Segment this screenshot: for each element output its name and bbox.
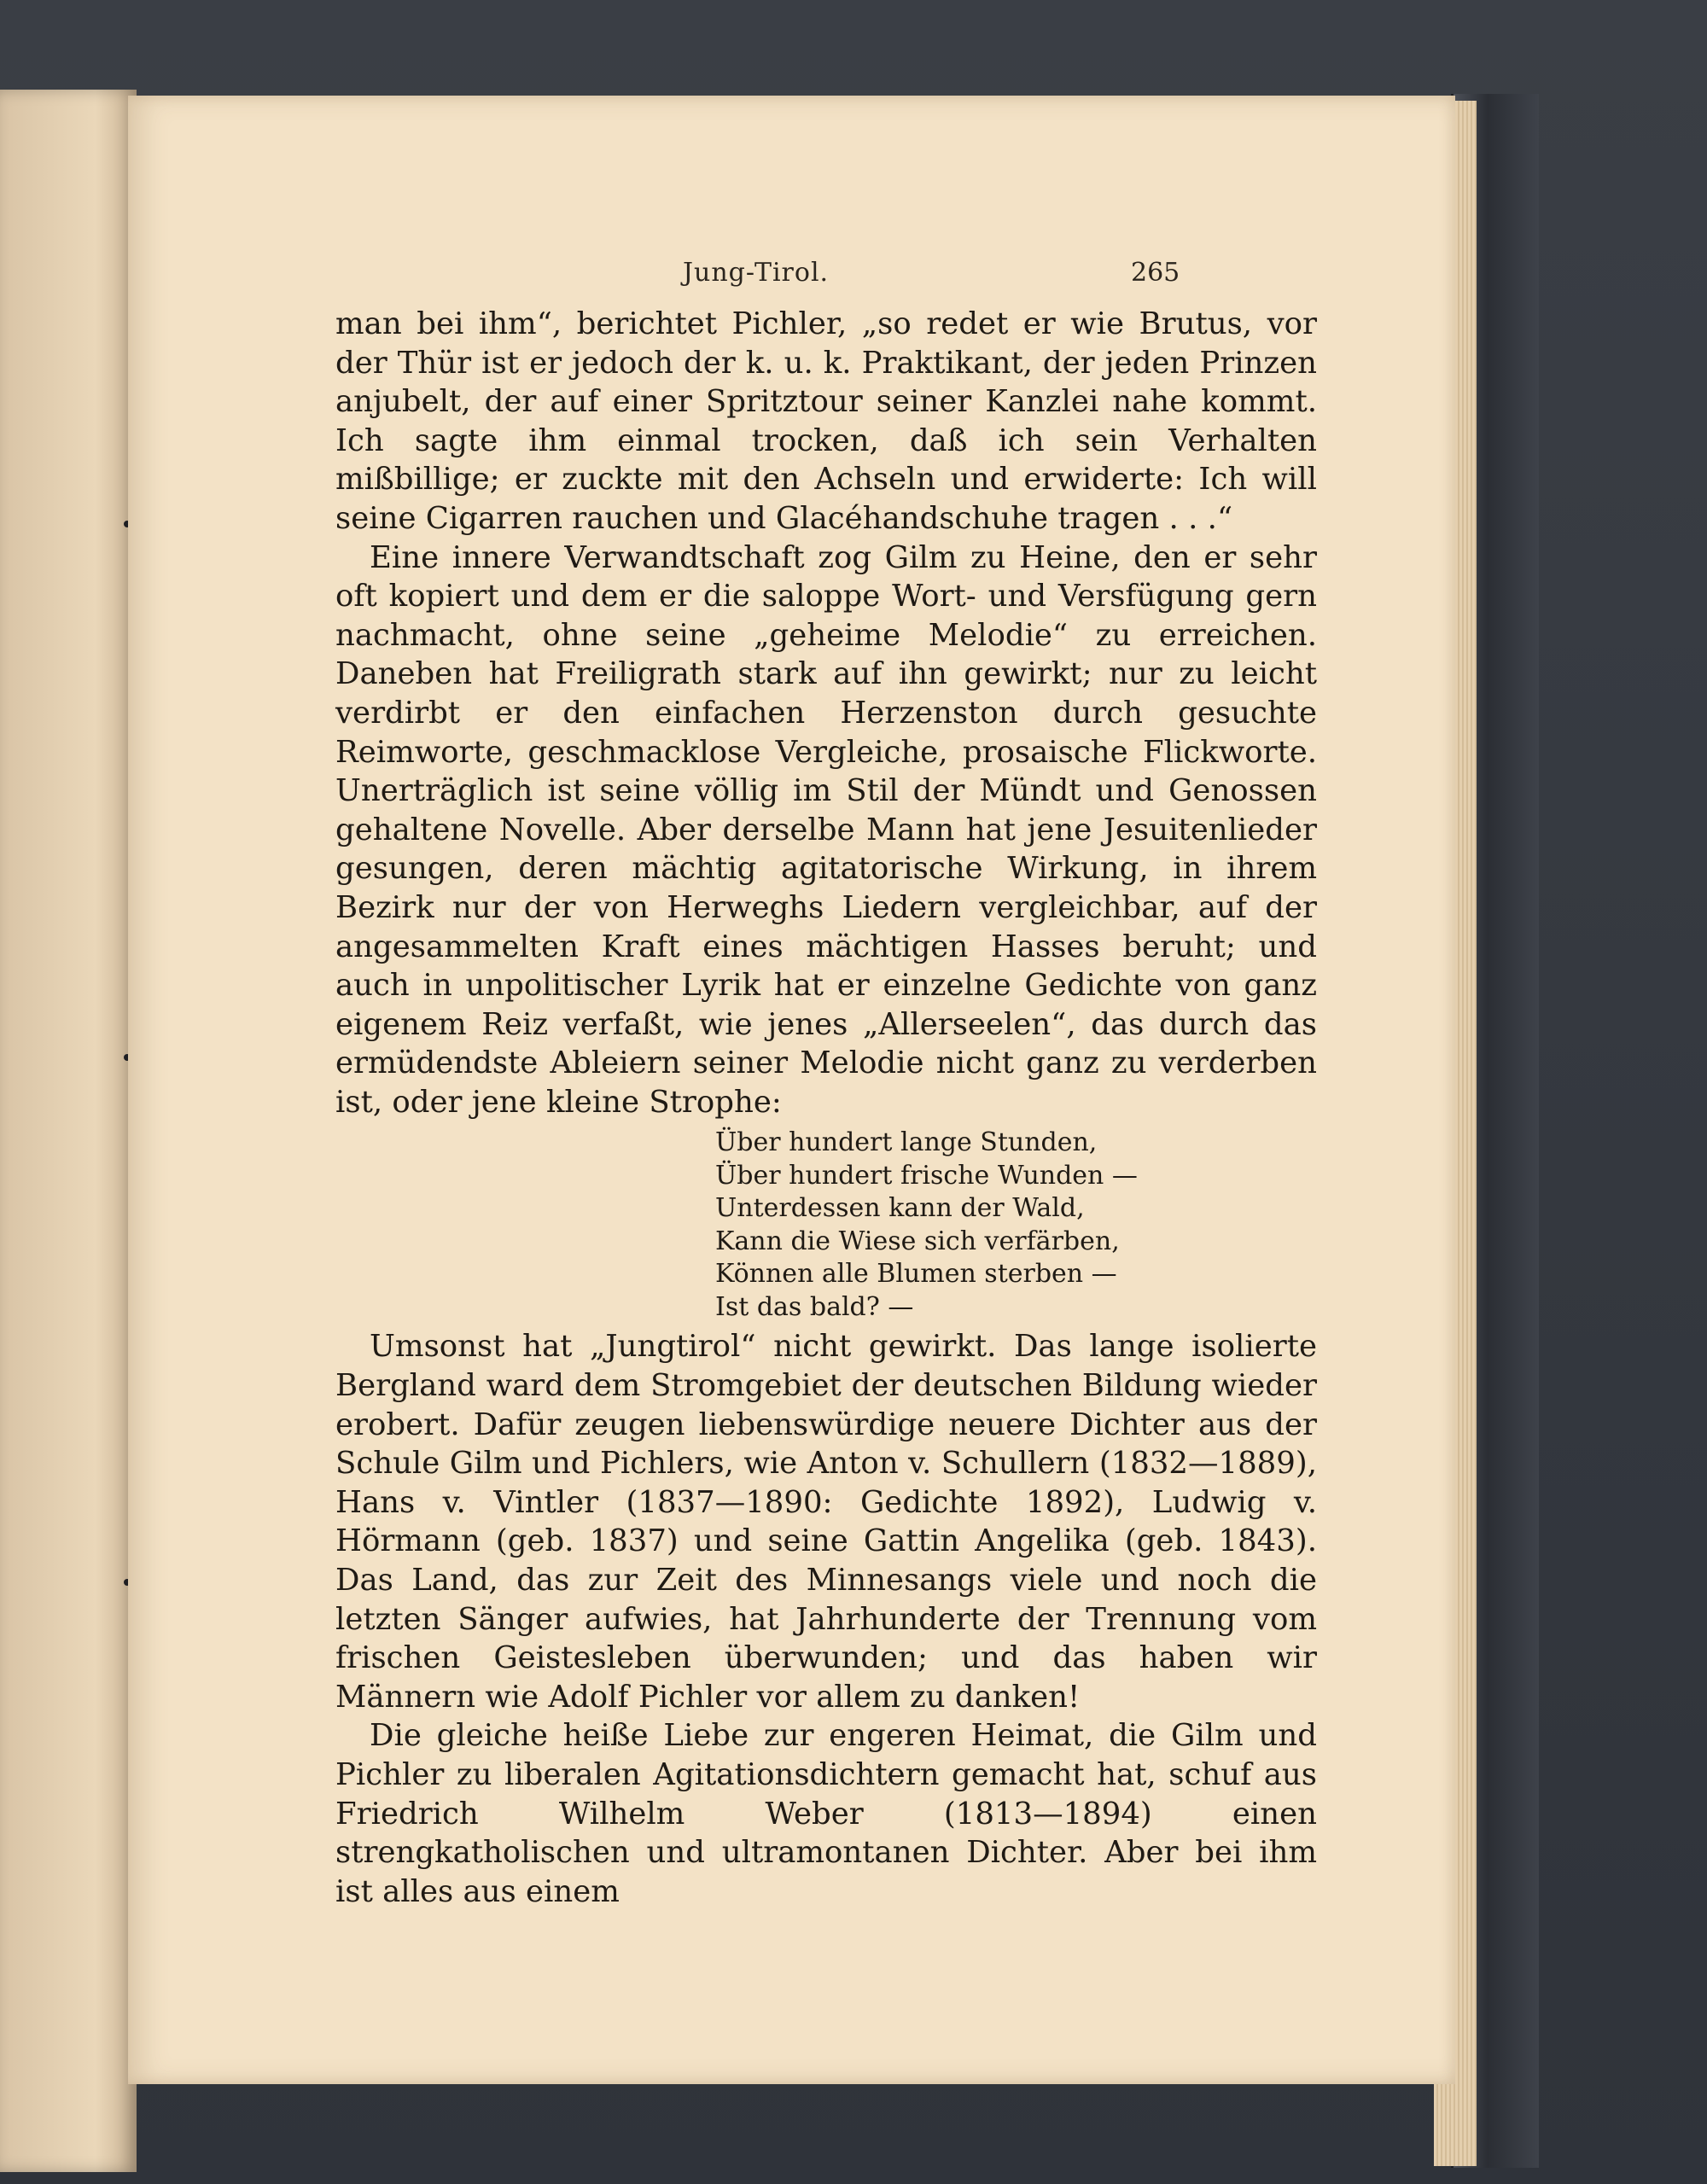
verse-line: Ist das bald? — [715, 1291, 914, 1322]
verse-stanza [715, 1127, 1317, 1324]
verse-line: Können alle Blumen sterben — [715, 1259, 1117, 1290]
left-page-edge [0, 90, 137, 2172]
paragraph-1: man bei ihm“, berichtet Pichler, „so redet er wie Brutus, vor der Thür ist er jedoch der k. u. k. Praktikant, der jeden Prinzen anjubelt, der auf einer Spritztour seiner Kanzlei nahe kommt. Ich sagte ihm einmal trocken, daß ich sein Verhalten mißbillige; er zuckte mit den Achseln und erwiderte: Ich will seine Cigarren rauchen und Glacéhandschuhe tragen . . .“ [335, 306, 1317, 536]
verse-line: Kann die Wiese sich verfärben, [715, 1226, 1120, 1256]
verse-line: Über hundert frische Wunden — [715, 1160, 1138, 1191]
verse-line: Unterdessen kann der Wald, [715, 1193, 1085, 1224]
paragraph-2: Eine innere Verwandtschaft zog Gilm zu Heine, den er sehr oft kopiert und dem er die saloppe Wort- und Versfügung gern nachmacht, ohne seine „geheime Melodie“ zu erreichen. Daneben hat Freiligrath stark auf ihn gewirkt; nur zu leicht verdirbt er den einfachen Herzenston durch gesuchte Reimworte, geschmacklose Vergleiche, prosaische Flickworte. Unerträglich ist seine völlig im Stil der Mündt und Genossen gehaltene Novelle. Aber derselbe Mann hat jene Jesuitenlieder gesungen, deren mächtig agitatorische Wirkung, in ihrem Bezirk nur der von Herweghs Liedern vergleichbar, auf der angesammelten Kraft eines mächtigen Hasses beruht; und auch in unpolitischer Lyrik hat er einzelne Gedichte von ganz eigenem Reiz verfaßt, wie jenes „Allerseelen“, das durch das ermüdendste Ableiern seiner Melodie nicht ganz zu verderben ist, oder jene kleine Strophe: [335, 539, 1317, 1120]
page-number: 265 [1131, 258, 1180, 288]
verse-line: Über hundert lange Stunden, [715, 1127, 1098, 1158]
paragraph-3: Umsonst hat „Jungtirol“ nicht gewirkt. Das lange isolierte Bergland ward dem Stromgebiet der deutschen Bildung wieder erobert. Dafür zeugen liebenswürdige neuere Dichter aus der Schule Gilm und Pichlers, wie Anton v. Schullern (1832—1889), Hans v. Vintler (1837—1890: Gedichte 1892), Ludwig v. Hörmann (geb. 1837) und seine Gattin Angelika (geb. 1843). Das Land, das zur Zeit des Minnesangs viele und noch die letzten Sänger aufwies, hat Jahrhunderte der Trennung vom frischen Geistesleben überwunden; und das haben wir Männern wie Adolf Pichler vor allem zu danken! [335, 1329, 1317, 1715]
body-text [335, 305, 1317, 1911]
paragraph-4: Die gleiche heiße Liebe zur engeren Heimat, die Gilm und Pichler zu liberalen Agitationsdichtern gemacht hat, schuf aus Friedrich Wilhelm Weber (1813—1894) einen strengkatholischen und ultramontanen Dichter. Aber bei ihm ist alles aus einem [335, 1718, 1317, 1909]
book-page [128, 96, 1455, 2084]
running-head-title: Jung-Tirol. [683, 258, 830, 288]
